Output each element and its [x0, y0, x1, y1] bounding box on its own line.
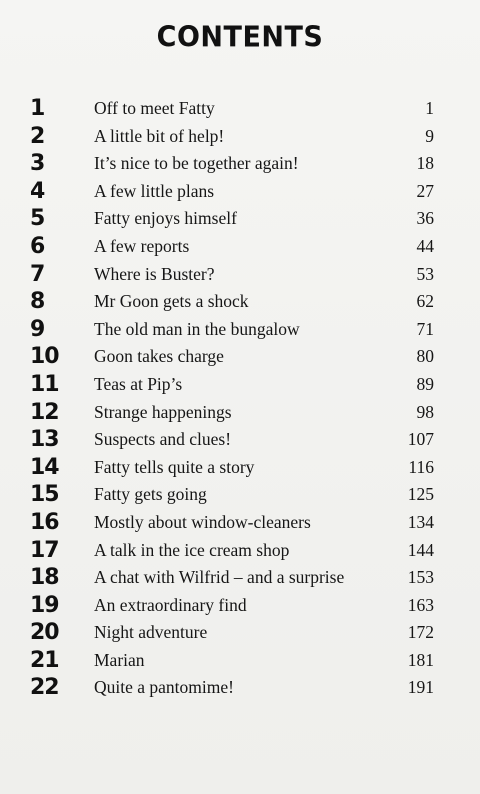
toc-row — [0, 343, 480, 371]
chapter-title: A chat with Wilfrid – and a surprise — [94, 567, 345, 588]
chapter-number: 19 — [30, 592, 59, 618]
chapter-number: 8 — [30, 289, 45, 315]
chapter-title: A little bit of help! — [94, 125, 225, 146]
chapter-page-number: 172 — [407, 622, 434, 643]
chapter-number: 9 — [30, 316, 45, 342]
chapter-title: Teas at Pip’s — [94, 373, 183, 394]
chapter-page-number: 36 — [416, 208, 434, 229]
chapter-title: Night adventure — [94, 622, 208, 643]
toc-row — [0, 454, 480, 482]
chapter-number: 12 — [30, 399, 59, 425]
toc-row — [0, 288, 480, 316]
chapter-title: Where is Buster? — [94, 263, 215, 284]
chapter-number: 16 — [30, 509, 59, 535]
table-of-contents — [0, 95, 480, 702]
chapter-title: A talk in the ice cream shop — [94, 539, 290, 560]
chapter-number: 6 — [30, 233, 45, 259]
chapter-number: 11 — [30, 371, 59, 397]
chapter-title: A few reports — [94, 235, 190, 256]
chapter-title: A few little plans — [94, 180, 215, 201]
chapter-page-number: 18 — [416, 153, 434, 174]
toc-row — [0, 123, 480, 151]
toc-row — [0, 564, 480, 592]
chapter-page-number: 153 — [407, 567, 434, 588]
chapter-number: 20 — [30, 620, 59, 646]
toc-row — [0, 619, 480, 647]
chapter-title: Quite a pantomime! — [94, 677, 234, 698]
chapter-title: Suspects and clues! — [94, 429, 232, 450]
chapter-number: 13 — [30, 427, 59, 453]
toc-row — [0, 178, 480, 206]
chapter-page-number: 107 — [407, 429, 434, 450]
chapter-number: 21 — [30, 647, 59, 673]
toc-row — [0, 205, 480, 233]
chapter-number: 5 — [30, 206, 45, 232]
chapter-title: Marian — [94, 649, 145, 670]
toc-row — [0, 481, 480, 509]
chapter-number: 1 — [30, 96, 45, 121]
chapter-page-number: 27 — [416, 180, 434, 201]
chapter-title: Strange happenings — [94, 401, 232, 422]
toc-row — [0, 316, 480, 344]
toc-row — [0, 371, 480, 399]
chapter-number: 15 — [30, 482, 59, 508]
chapter-page-number: 53 — [416, 263, 434, 284]
chapter-title: Mostly about window-cleaners — [94, 511, 311, 532]
chapter-page-number: 71 — [416, 318, 434, 339]
chapter-title: The old man in the bungalow — [94, 318, 300, 339]
chapter-title: Goon takes charge — [94, 346, 224, 367]
toc-row — [0, 95, 480, 123]
chapter-page-number: 62 — [416, 291, 434, 312]
chapter-page-number: 144 — [407, 539, 434, 560]
toc-row — [0, 426, 480, 454]
chapter-page-number: 125 — [407, 484, 434, 505]
chapter-number: 18 — [30, 565, 59, 591]
chapter-page-number: 1 — [425, 98, 434, 118]
chapter-title: Fatty gets going — [94, 484, 207, 505]
page-title: CONTENTS — [156, 21, 324, 54]
toc-row — [0, 537, 480, 565]
chapter-page-number: 116 — [408, 456, 434, 477]
chapter-number: 3 — [30, 151, 45, 177]
chapter-number: 22 — [30, 675, 59, 701]
chapter-number: 10 — [30, 344, 59, 370]
chapter-title: Fatty tells quite a story — [94, 456, 255, 477]
toc-row — [0, 647, 480, 675]
chapter-number: 17 — [30, 537, 59, 563]
chapter-page-number: 181 — [407, 649, 434, 670]
chapter-title: Off to meet Fatty — [94, 98, 215, 118]
chapter-number: 2 — [30, 123, 45, 149]
chapter-number: 7 — [30, 261, 45, 287]
chapter-page-number: 44 — [416, 235, 434, 256]
chapter-page-number: 191 — [407, 677, 434, 698]
toc-row — [0, 509, 480, 537]
chapter-page-number: 9 — [425, 125, 434, 146]
chapter-page-number: 89 — [416, 373, 434, 394]
chapter-number: 4 — [30, 178, 45, 204]
chapter-page-number: 98 — [416, 401, 434, 422]
toc-row — [0, 592, 480, 620]
chapter-title: Mr Goon gets a shock — [94, 291, 249, 312]
chapter-number: 14 — [30, 454, 59, 480]
chapter-title: Fatty enjoys himself — [94, 208, 237, 229]
chapter-title: It’s nice to be together again! — [94, 153, 299, 174]
toc-row — [0, 150, 480, 178]
toc-row — [0, 674, 480, 702]
toc-row — [0, 261, 480, 289]
chapter-page-number: 163 — [407, 594, 434, 615]
toc-row — [0, 233, 480, 261]
chapter-page-number: 80 — [416, 346, 434, 367]
chapter-title: An extraordinary find — [94, 594, 247, 615]
toc-row — [0, 399, 480, 427]
chapter-page-number: 134 — [407, 511, 434, 532]
